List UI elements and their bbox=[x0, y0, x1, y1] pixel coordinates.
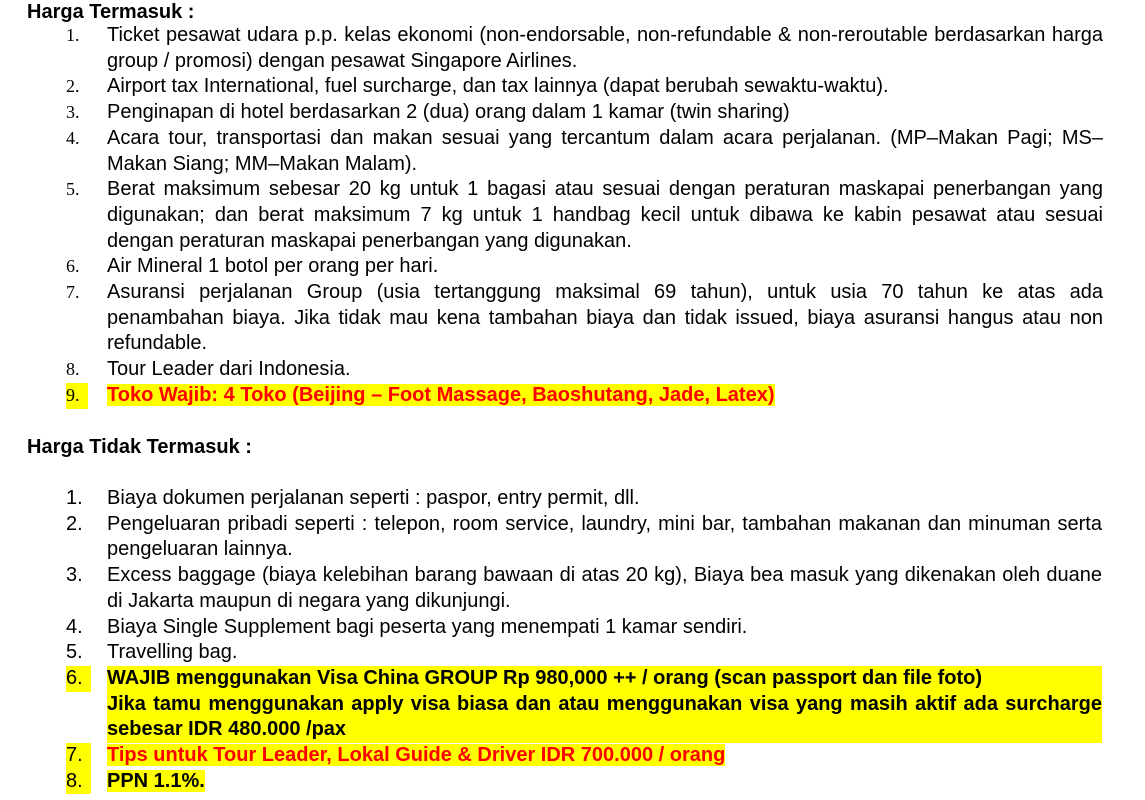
item-text: Berat maksimum sebesar 20 kg untuk 1 bagasi atau sesuai dengan peraturan maskapai penerbangan yang digunakan; dan berat maksimum 7 kg untuk 1 handbag kecil untuk dibawa ke kabin pesawat atau sesuai dengan peraturan maskapai penerbangan yang digunakan. bbox=[107, 178, 1103, 252]
item-text: Air Mineral 1 botol per orang per hari. bbox=[107, 255, 439, 278]
item-text: Excess baggage (biaya kelebihan barang bawaan di atas 20 kg), Biaya bea masuk yang dikenakan oleh duane di Jakarta maupun di negara yang dikunjungi. bbox=[107, 564, 1102, 612]
list-item-tips bbox=[0, 743, 1145, 769]
list-item bbox=[0, 100, 1145, 126]
list-item bbox=[0, 177, 1145, 254]
list-item bbox=[0, 126, 1145, 177]
item-text: Travelling bag. bbox=[107, 641, 238, 664]
list-item bbox=[0, 23, 1145, 74]
list-item-visa bbox=[0, 666, 1145, 743]
shop-required-text: Toko Wajib: 4 Toko (Beijing – Foot Massage, Baoshutang, Jade, Latex) bbox=[107, 383, 775, 406]
list-item bbox=[0, 254, 1145, 280]
item-number: 2. bbox=[66, 512, 83, 535]
visa-surcharge-text: Jika tamu menggunakan apply visa biasa dan atau menggunakan visa yang masih aktif ada surcharge sebesar IDR 480.000 /pax bbox=[107, 692, 1102, 743]
excluded-list bbox=[0, 486, 1145, 794]
item-number: 7. bbox=[66, 282, 80, 303]
item-text: Pengeluaran pribadi seperti : telepon, room service, laundry, mini bar, tambahan makanan dan minuman serta pengeluaran lainnya. bbox=[107, 512, 1102, 561]
item-text: Biaya dokumen perjalanan seperti : paspor, entry permit, dll. bbox=[107, 487, 640, 509]
item-number: 3. bbox=[66, 102, 80, 123]
item-text: Tour Leader dari Indonesia. bbox=[107, 358, 351, 381]
list-item bbox=[0, 486, 1145, 512]
included-heading: Harga Termasuk : bbox=[27, 1, 195, 23]
included-list bbox=[0, 23, 1145, 409]
item-number: 4. bbox=[66, 615, 83, 638]
item-number: 6. bbox=[66, 666, 91, 692]
list-item-tax bbox=[0, 769, 1145, 795]
item-text: Airport tax International, fuel surcharge, dan tax lainnya (dapat berubah sewaktu-waktu). bbox=[107, 75, 889, 98]
item-number: 4. bbox=[66, 127, 80, 148]
list-item-shop-required bbox=[0, 383, 1145, 409]
list-item bbox=[0, 512, 1145, 563]
item-text: Biaya Single Supplement bagi peserta yang menempati 1 kamar sendiri. bbox=[107, 615, 748, 638]
item-number: 7. bbox=[66, 743, 91, 769]
item-number: 3. bbox=[66, 564, 83, 587]
item-text: Asuransi perjalanan Group (usia tertanggung maksimal 69 tahun), untuk usia 70 tahun ke atas ada penambahan biaya. Jika tidak mau kena tambahan biaya dan tidak issued, biaya asuransi hangus atau non refundable. bbox=[107, 281, 1103, 355]
item-text: Acara tour, transportasi dan makan sesuai yang tercantum dalam acara perjalanan. (MP–Makan Pagi; MS–Makan Siang; MM–Makan Malam). bbox=[107, 126, 1103, 175]
list-item bbox=[0, 563, 1145, 614]
item-number: 5. bbox=[66, 641, 83, 664]
visa-requirement-text: WAJIB menggunakan Visa China GROUP Rp 980,000 ++ / orang (scan passport dan file foto) bbox=[107, 666, 1102, 692]
list-item bbox=[0, 74, 1145, 100]
item-number: 6. bbox=[66, 256, 80, 277]
item-number: 9. bbox=[66, 383, 88, 409]
list-item bbox=[0, 357, 1145, 383]
item-number: 8. bbox=[66, 769, 91, 795]
item-number: 1. bbox=[66, 487, 83, 509]
item-text: Ticket pesawat udara p.p. kelas ekonomi (non-endorsable, non-refundable & non-reroutable berdasarkan harga group / promosi) dengan pesawat Singapore Airlines. bbox=[107, 24, 1103, 72]
item-number: 8. bbox=[66, 359, 80, 380]
item-number: 5. bbox=[66, 179, 80, 200]
tips-text: Tips untuk Tour Leader, Lokal Guide & Driver IDR 700.000 / orang bbox=[107, 744, 726, 767]
list-item bbox=[0, 640, 1145, 666]
list-item bbox=[0, 280, 1145, 357]
item-number: 1. bbox=[66, 25, 80, 45]
item-number: 2. bbox=[66, 76, 80, 97]
item-text: Penginapan di hotel berdasarkan 2 (dua) orang dalam 1 kamar (twin sharing) bbox=[107, 101, 790, 124]
list-item bbox=[0, 615, 1145, 641]
tax-text: PPN 1.1%. bbox=[107, 769, 205, 792]
excluded-heading: Harga Tidak Termasuk : bbox=[27, 436, 252, 458]
